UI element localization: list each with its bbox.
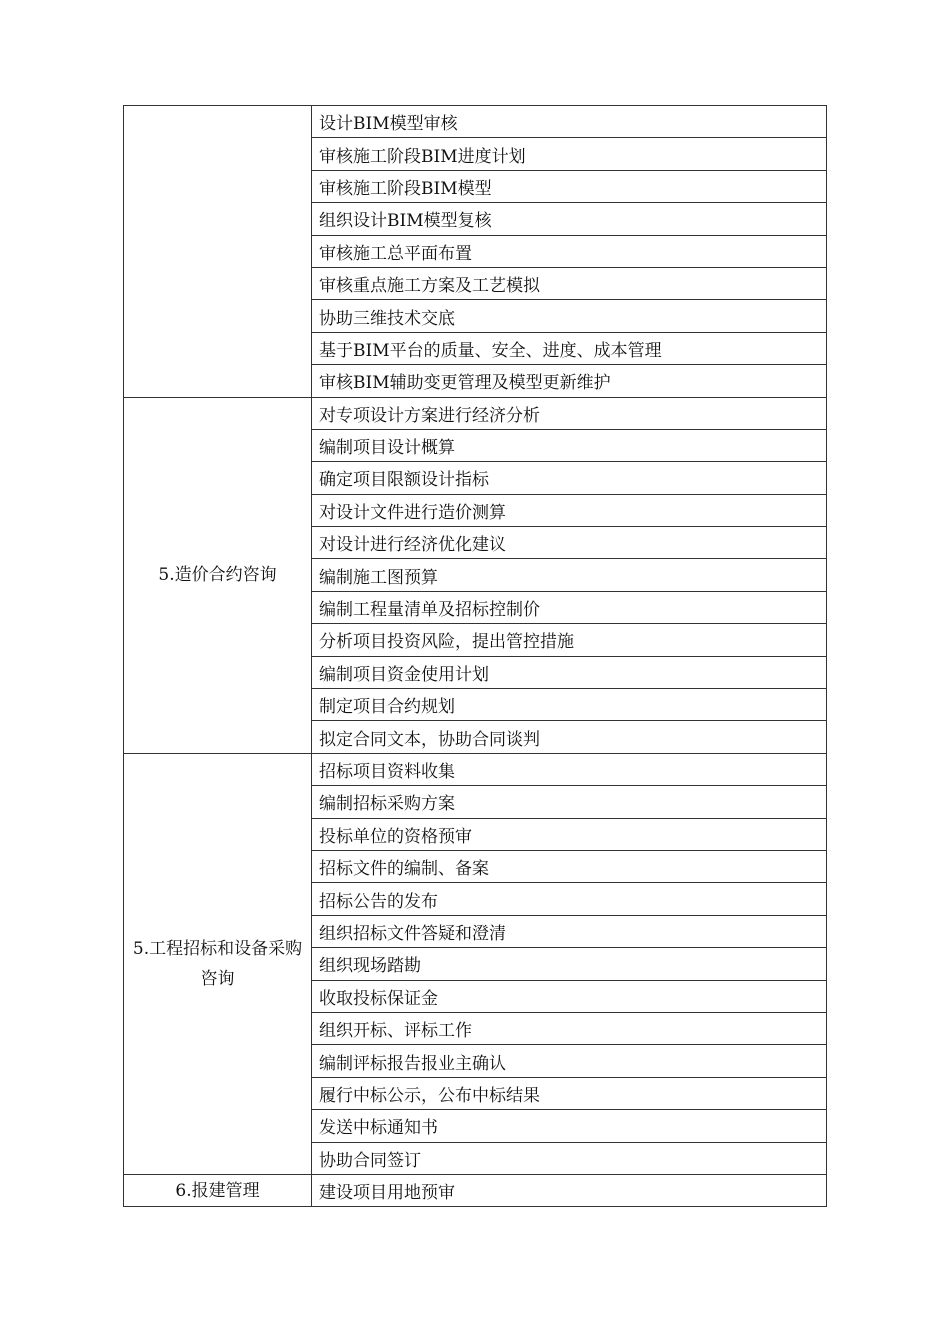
item-cell: 编制项目资金使用计划 <box>312 656 827 688</box>
item-cell: 组织设计BIM模型复核 <box>312 203 827 235</box>
item-cell: 制定项目合约规划 <box>312 689 827 721</box>
item-cell: 对专项设计方案进行经济分析 <box>312 397 827 429</box>
item-cell: 履行中标公示，公布中标结果 <box>312 1077 827 1109</box>
item-cell: 设计BIM模型审核 <box>312 106 827 138</box>
item-cell: 审核施工阶段BIM进度计划 <box>312 138 827 170</box>
item-cell: 发送中标通知书 <box>312 1110 827 1142</box>
item-cell: 审核重点施工方案及工艺模拟 <box>312 267 827 299</box>
item-cell: 编制工程量清单及招标控制价 <box>312 591 827 623</box>
item-cell: 收取投标保证金 <box>312 980 827 1012</box>
item-cell: 编制项目设计概算 <box>312 429 827 461</box>
item-cell: 投标单位的资格预审 <box>312 818 827 850</box>
item-cell: 审核施工总平面布置 <box>312 235 827 267</box>
item-cell: 对设计进行经济优化建议 <box>312 527 827 559</box>
item-cell: 对设计文件进行造价测算 <box>312 494 827 526</box>
item-cell: 审核BIM辅助变更管理及模型更新维护 <box>312 365 827 397</box>
item-cell: 招标公告的发布 <box>312 883 827 915</box>
table-row <box>124 753 827 785</box>
table-row <box>124 106 827 138</box>
item-cell: 协助合同签订 <box>312 1142 827 1174</box>
service-scope-table <box>123 105 827 1207</box>
item-cell: 组织现场踏勘 <box>312 948 827 980</box>
table-body <box>124 106 827 1207</box>
item-cell: 编制评标报告报业主确认 <box>312 1045 827 1077</box>
item-cell: 编制招标采购方案 <box>312 786 827 818</box>
item-cell: 招标项目资料收集 <box>312 753 827 785</box>
item-cell: 拟定合同文本，协助合同谈判 <box>312 721 827 753</box>
item-cell: 分析项目投资风险，提出管控措施 <box>312 624 827 656</box>
category-cell: 6.报建管理 <box>124 1174 312 1206</box>
item-cell: 基于BIM平台的质量、安全、进度、成本管理 <box>312 332 827 364</box>
item-cell: 编制施工图预算 <box>312 559 827 591</box>
item-cell: 组织开标、评标工作 <box>312 1012 827 1044</box>
category-cell: 5.造价合约咨询 <box>124 397 312 753</box>
item-cell: 建设项目用地预审 <box>312 1174 827 1206</box>
item-cell: 确定项目限额设计指标 <box>312 462 827 494</box>
table-row <box>124 397 827 429</box>
item-cell: 协助三维技术交底 <box>312 300 827 332</box>
category-cell: 5.工程招标和设备采购咨询 <box>124 753 312 1174</box>
item-cell: 招标文件的编制、备案 <box>312 850 827 882</box>
item-cell: 组织招标文件答疑和澄清 <box>312 915 827 947</box>
item-cell: 审核施工阶段BIM模型 <box>312 170 827 202</box>
category-cell <box>124 106 312 398</box>
table-row <box>124 1174 827 1206</box>
